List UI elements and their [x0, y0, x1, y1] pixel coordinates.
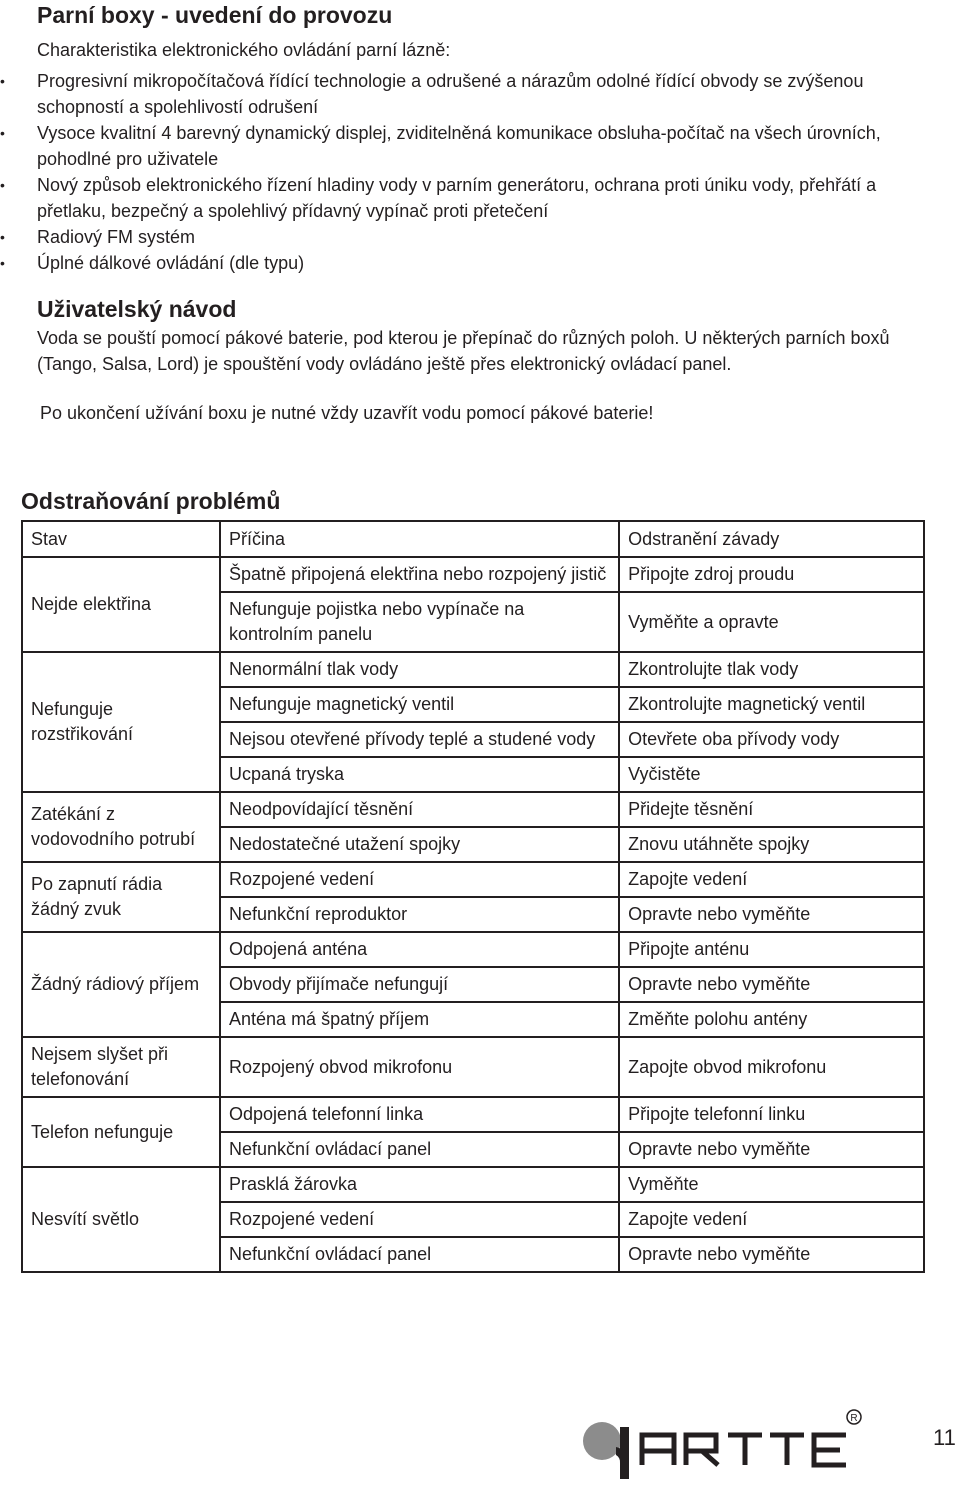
cell-fix: Připojte anténu [619, 932, 924, 967]
cell-fix: Připojte telefonní linku [619, 1097, 924, 1132]
list-item: • Radiový FM systém [0, 224, 935, 250]
troubleshooting-table [21, 520, 925, 1273]
troubleshooting-heading: Odstraňování problémů [21, 488, 281, 514]
cell-fix: Zapojte vedení [619, 862, 924, 897]
table-row [22, 652, 924, 687]
cell-fix: Znovu utáhněte spojky [619, 827, 924, 862]
table-row [22, 1167, 924, 1202]
cell-state: Zatékání z vodovodního potrubí [22, 792, 220, 862]
cell-cause: Nefunkční reproduktor [220, 897, 619, 932]
page-title: Parní boxy - uvedení do provozu [37, 2, 393, 28]
bullet-icon: • [0, 229, 5, 245]
svg-text:R: R [850, 1413, 858, 1424]
list-item: • Vysoce kvalitní 4 barevný dynamický displej, zviditelněná komunikace obsluha-počítač na všech úrovních, pohodlné pro uživatele [0, 120, 935, 172]
cell-fix: Přidejte těsnění [619, 792, 924, 827]
cell-fix: Otevřete oba přívody vody [619, 722, 924, 757]
table-row [22, 1097, 924, 1132]
cell-cause: Nefunguje magnetický ventil [220, 687, 619, 722]
list-item: • Progresivní mikropočítačová řídící technologie a odrušené a nárazům odolné řídící obvody se zvýšenou schopností a spolehlivostí odrušení [0, 68, 935, 120]
cell-fix: Opravte nebo vyměňte [619, 897, 924, 932]
column-header-state: Stav [22, 521, 220, 557]
page-number: 11 [933, 1425, 956, 1450]
cell-fix: Opravte nebo vyměňte [619, 1237, 924, 1272]
arttec-logo [582, 1407, 864, 1485]
cell-state: Nejde elektřina [22, 557, 220, 652]
cell-cause: Prasklá žárovka [220, 1167, 619, 1202]
bullet-icon: • [0, 125, 5, 141]
feature-list [0, 68, 935, 276]
bullet-icon: • [0, 177, 5, 193]
cell-fix: Vyčistěte [619, 757, 924, 792]
cell-fix: Zkontrolujte magnetický ventil [619, 687, 924, 722]
manual-heading: Uživatelský návod [37, 296, 237, 322]
table-row [22, 1037, 924, 1097]
logo-wordmark [642, 1435, 846, 1465]
cell-fix: Zapojte vedení [619, 1202, 924, 1237]
cell-fix: Zapojte obvod mikrofonu [619, 1037, 924, 1097]
cell-cause: Špatně připojená elektřina nebo rozpojený jistič [220, 557, 619, 592]
cell-state: Nesvítí světlo [22, 1167, 220, 1272]
logo-emblem-icon [583, 1422, 629, 1479]
cell-cause: Neodpovídající těsnění [220, 792, 619, 827]
cell-cause: Nenormální tlak vody [220, 652, 619, 687]
cell-state: Po zapnutí rádia žádný zvuk [22, 862, 220, 932]
cell-cause: Anténa má špatný příjem [220, 1002, 619, 1037]
manual-warning: Po ukončení užívání boxu je nutné vždy uzavřít vodu pomocí pákové baterie! [40, 403, 654, 423]
cell-state: Nejsem slyšet při telefonování [22, 1037, 220, 1097]
list-item: • Úplné dálkové ovládání (dle typu) [0, 250, 935, 276]
cell-fix: Připojte zdroj proudu [619, 557, 924, 592]
cell-cause: Ucpaná tryska [220, 757, 619, 792]
cell-state: Žádný rádiový příjem [22, 932, 220, 1037]
column-header-cause: Příčina [220, 521, 619, 557]
table-row [22, 932, 924, 967]
cell-state: Nefunguje rozstřikování [22, 652, 220, 792]
cell-cause: Nedostatečné utažení spojky [220, 827, 619, 862]
cell-cause: Odpojená anténa [220, 932, 619, 967]
table-row [22, 862, 924, 897]
table-row [22, 557, 924, 592]
section-subtitle: Charakteristika elektronického ovládání parní lázně: [37, 40, 451, 60]
bullet-icon: • [0, 255, 5, 271]
cell-fix: Opravte nebo vyměňte [619, 967, 924, 1002]
cell-cause: Odpojená telefonní linka [220, 1097, 619, 1132]
list-item: • Nový způsob elektronického řízení hladiny vody v parním generátoru, ochrana proti úniku vody, přehřátí a přetlaku, bezpečný a spolehlivý přídavný vypínač proti přetečení [0, 172, 935, 224]
cell-cause: Nejsou otevřené přívody teplé a studené vody [220, 722, 619, 757]
cell-cause: Obvody přijímače nefungují [220, 967, 619, 1002]
bullet-icon: • [0, 73, 5, 89]
cell-cause: Rozpojené vedení [220, 1202, 619, 1237]
table-header-row [22, 521, 924, 557]
cell-cause: Rozpojené vedení [220, 862, 619, 897]
cell-fix: Zkontrolujte tlak vody [619, 652, 924, 687]
cell-cause: Rozpojený obvod mikrofonu [220, 1037, 619, 1097]
table-row [22, 792, 924, 827]
cell-fix: Opravte nebo vyměňte [619, 1132, 924, 1167]
cell-fix: Vyměňte [619, 1167, 924, 1202]
cell-fix: Změňte polohu antény [619, 1002, 924, 1037]
logo-text: ARTTEC [582, 1407, 586, 1408]
column-header-fix: Odstranění závady [619, 521, 924, 557]
cell-state: Telefon nefunguje [22, 1097, 220, 1167]
cell-cause: Nefunkční ovládací panel [220, 1132, 619, 1167]
cell-cause: Nefunguje pojistka nebo vypínače na kontrolním panelu [220, 592, 619, 652]
registered-mark-icon [847, 1410, 861, 1424]
cell-cause: Nefunkční ovládací panel [220, 1237, 619, 1272]
cell-fix: Vyměňte a opravte [619, 592, 924, 652]
manual-text: Voda se pouští pomocí pákové baterie, pod kterou je přepínač do různých poloh. U některých parních boxů (Tango, Salsa, Lord) je spouštění vody ovládáno ještě přes elektronický ovládací panel. [37, 328, 890, 374]
